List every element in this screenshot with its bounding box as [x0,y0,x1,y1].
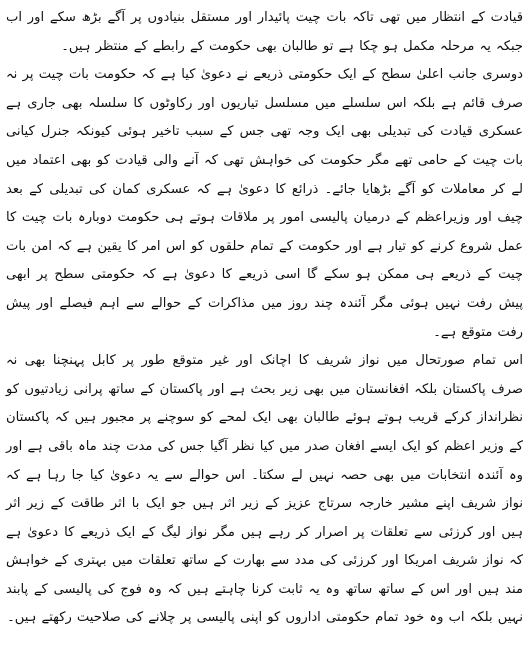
article-paragraph-2: دوسری جانب اعلیٰ سطح کے ایک حکومتی ذریعے نے دعویٰ کیا ہے کہ حکومت بات چیت پر نہ صرف قائم ہے بلکہ اس سلسلے میں مسلسل تیاریوں اور رکاوٹوں کا سلسلہ بھی جاری ہے عسکری قیادت کی تبدیلی بھی ایک وجہ تھی جس کے سبب تاخیر ہوئی کیونکہ جنرل کیانی بات چیت کے حامی تھے مگر حکومت کی خواہش تھی کہ آنے والی قیادت کو بھی اعتماد میں لے کر معاملات کو آگے بڑھایا جائے۔ ذرائع کا دعویٰ ہے کہ عسکری کمان کی تبدیلی کے بعد چیف اور وزیراعظم کے درمیان پالیسی امور پر ملاقات ہوتے ہی حکومت دوبارہ بات چیت کا عمل شروع کرنے کو تیار ہے اور حکومت کے تمام حلقوں کو اس امر کا یقین ہے کہ امن بات چیت کے ذریعے ہی ممکن ہو سکے گا اسی ذریعے کا دعویٰ ہے کہ حکومتی سطح پر ابھی پیش رفت نہیں ہوئی مگر آئندہ چند روز میں مذاکرات کے حوالے سے اہم فیصلے اور پیش رفت متوقع ہے۔ [6,67,523,340]
article-paragraph-1: قیادت کے انتظار میں تھی تاکہ بات چیت پائیدار اور مستقل بنیادوں پر آگے بڑھ سکے اور اب جبکہ یہ مرحلہ مکمل ہو چکا ہے تو طالبان بھی حکومت کے رابطے کے منتظر ہیں۔ [6,10,523,54]
article-paragraph-3: اس تمام صورتحال میں نواز شریف کا اچانک اور غیر متوقع طور پر کابل پہنچنا بھی نہ صرف پاکستان بلکہ افغانستان میں بھی زیر بحث ہے اور پاکستان کے ساتھ پرانی زیادتیوں کو نظرانداز کرکے قریب ہوتے ہوئے طالبان بھی ایک لمحے کو سوچنے پر مجبور ہیں کہ پاکستان کے وزیر اعظم کو ایک ایسے افغان صدر میں کیا نظر آگیا جس کی مدت چند ماہ باقی ہے اور وہ آئندہ انتخابات میں بھی حصہ نہیں لے سکتا۔ اس حوالے سے یہ دعویٰ کیا جا رہا ہے کہ نواز شریف اپنے مشیر خارجہ سرتاج عزیز کے زیر اثر ہیں جو ایک با اثر طاقت کے زیر اثر ہیں اور کرزئی سے تعلقات پر اصرار کر رہے ہیں مگر نواز لیگ کے ایک ذریعے کا دعویٰ ہے کہ نواز شریف امریکا اور کرزئی کی مدد سے بھارت کے ساتھ تعلقات میں بہتری کے خواہش مند ہیں اور اس کے ساتھ ساتھ وہ یہ ثابت کرنا چاہتے ہیں کہ وہ فوج کی پالیسی کے پابند نہیں بلکہ اب وہ خود تمام حکومتی اداروں کو اپنی پالیسی پر چلانے کی صلاحیت رکھتے ہیں۔ [6,353,523,626]
